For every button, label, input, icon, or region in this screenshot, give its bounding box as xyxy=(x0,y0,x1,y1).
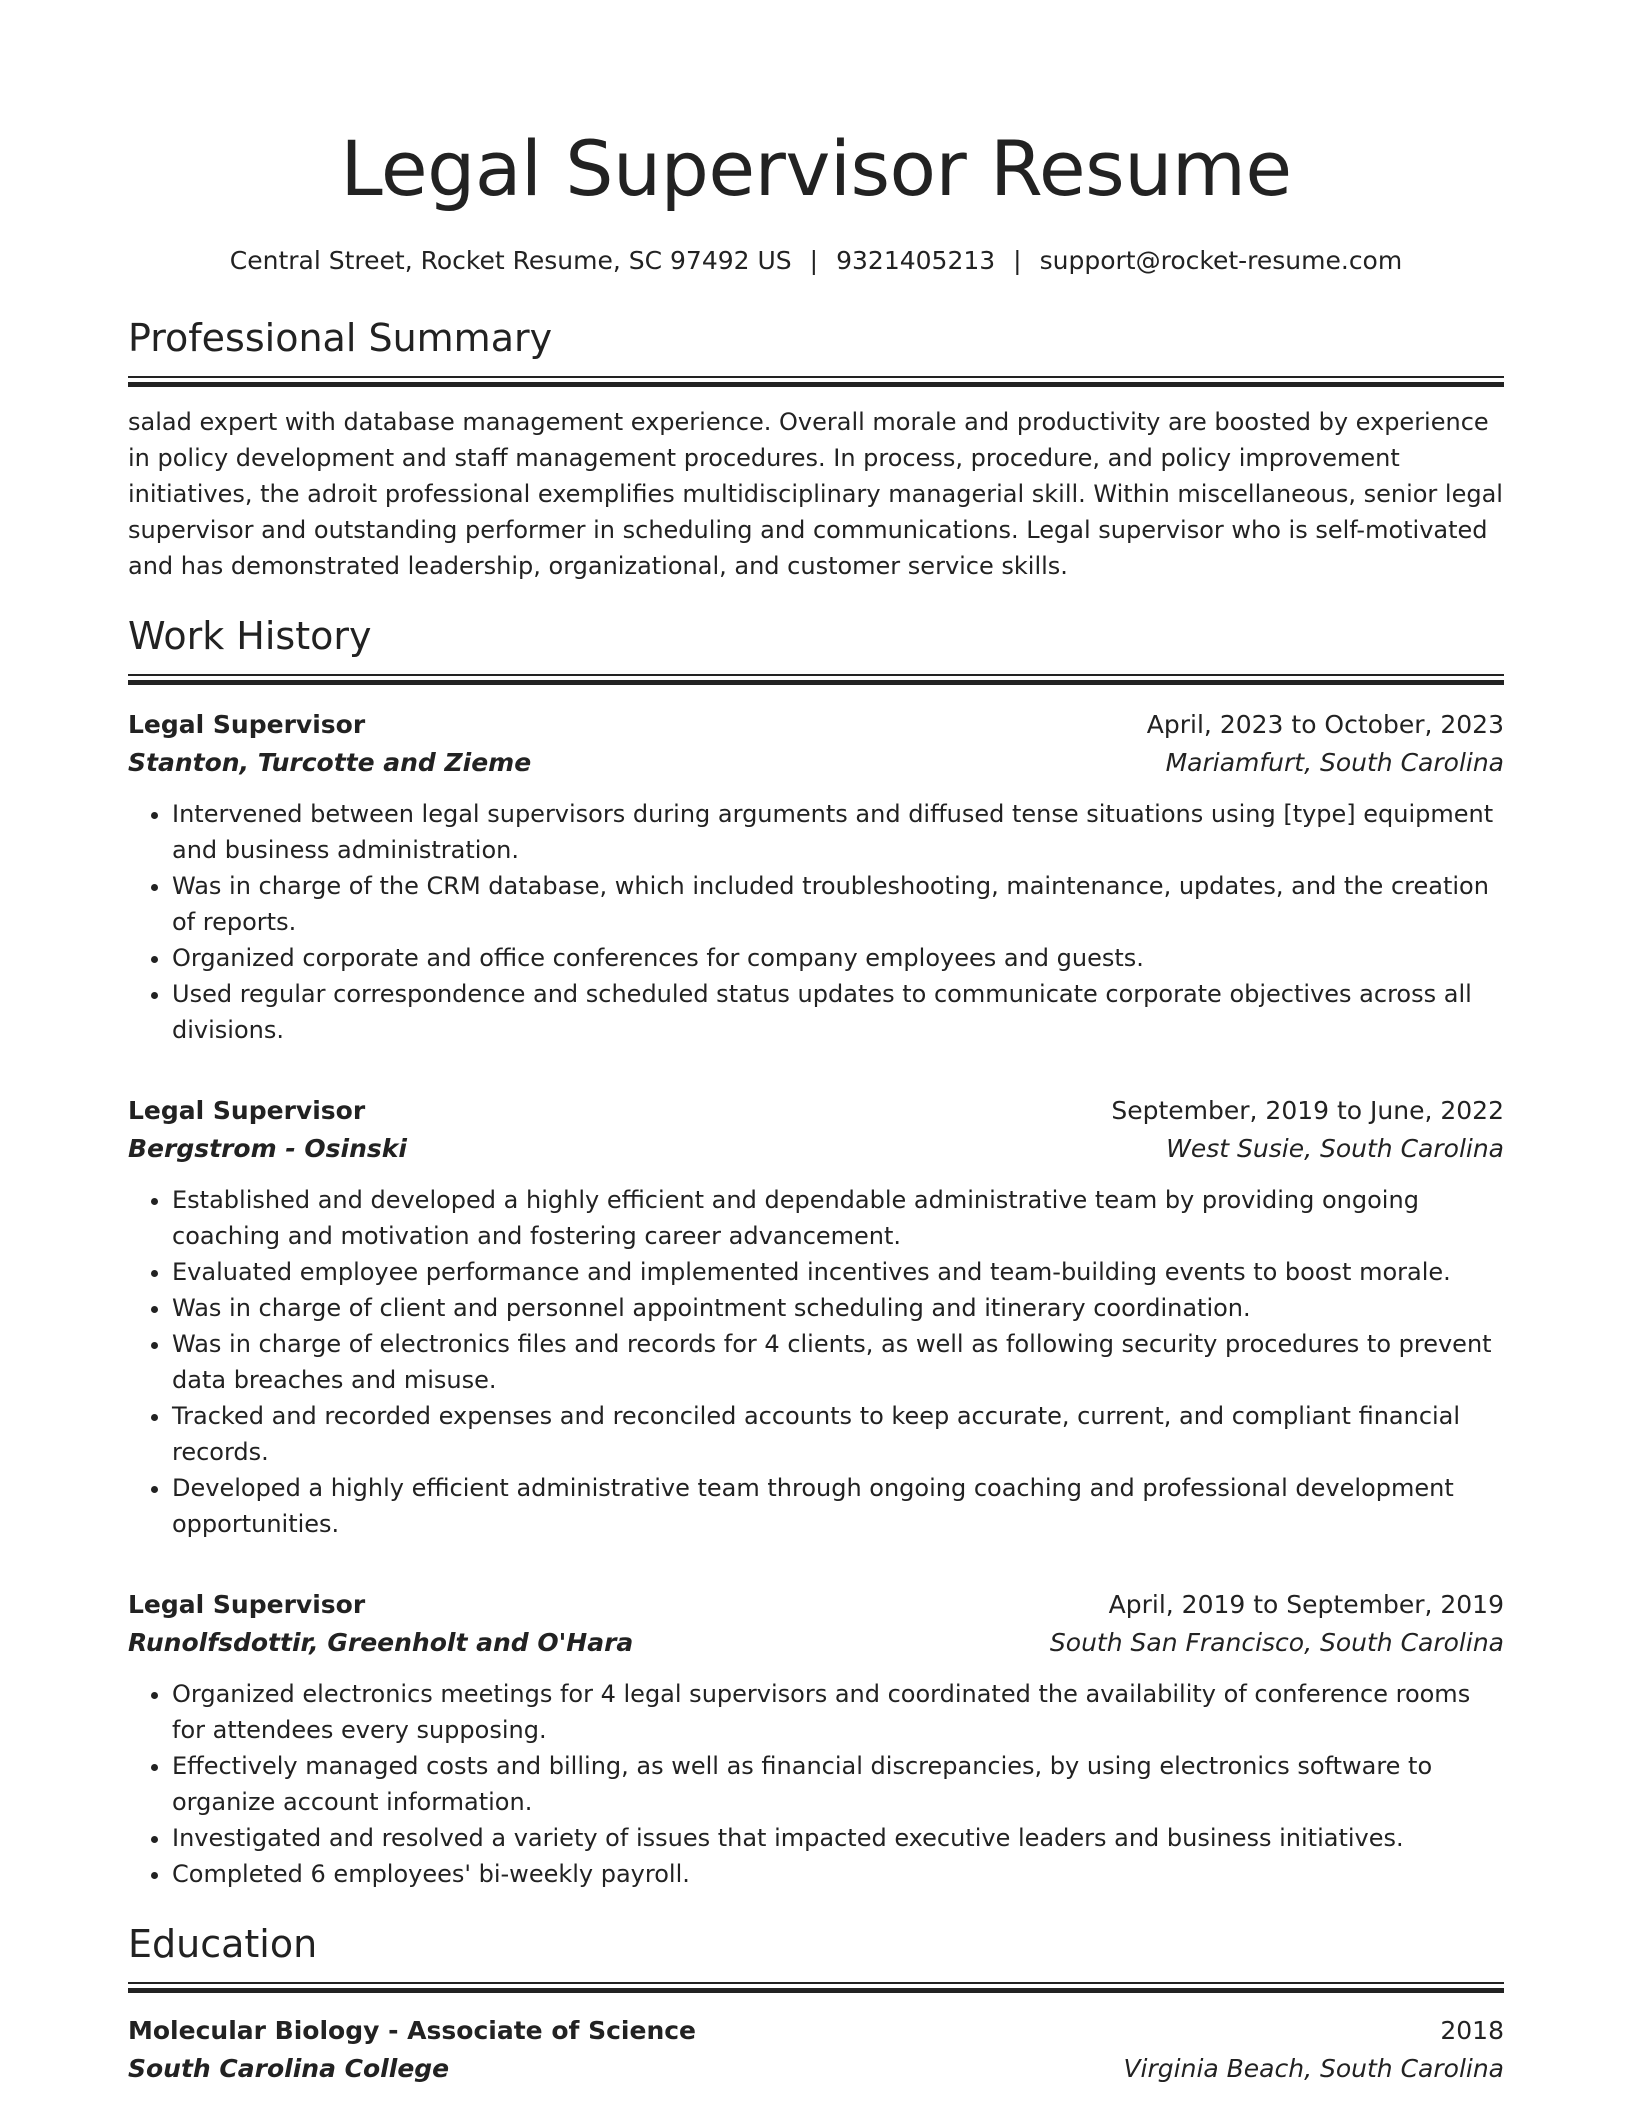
section-divider xyxy=(128,674,1504,684)
job-company: Stanton, Turcotte and Zieme xyxy=(128,748,532,777)
job-location: Mariamfurt, South Carolina xyxy=(1165,748,1504,777)
job-header-row xyxy=(128,1586,1504,1624)
education-header-row xyxy=(128,2012,1504,2050)
job-entry xyxy=(128,1586,1504,1892)
job-bullet: • Investigated and resolved a variety of issues that impacted executive leaders and business initiatives. xyxy=(172,1820,1504,1856)
job-entry xyxy=(128,706,1504,1048)
job-company-row xyxy=(128,744,1504,782)
summary-text: salad expert with database management experience. Overall morale and productivity are boosted by experience in policy development and staff management procedures. In process, procedure, and policy improvement initiatives, the adroit professional exemplifies multidisciplinary managerial skill. Within miscellaneous, senior legal supervisor and outstanding performer in scheduling and communications. Legal supervisor who is self-motivated and has demonstrated leadership, organizational, and customer service skills. xyxy=(128,408,1503,580)
education-section xyxy=(128,1920,1504,2088)
job-entry xyxy=(128,1092,1504,1542)
education-degree: Molecular Biology - Associate of Science xyxy=(128,2016,697,2045)
contact-phone: 9321405213 xyxy=(836,246,996,275)
job-bullet: • Was in charge of electronics files and records for 4 clients, as well as following security procedures to prevent data breaches and misuse. xyxy=(172,1326,1504,1398)
job-bullets xyxy=(128,1182,1504,1542)
job-location: South San Francisco, South Carolina xyxy=(1049,1628,1504,1657)
job-bullet: • Completed 6 employees' bi-weekly payroll. xyxy=(172,1856,1504,1892)
job-bullet: • Organized corporate and office conferences for company employees and guests. xyxy=(172,940,1504,976)
job-dates: April, 2023 to October, 2023 xyxy=(1146,710,1504,739)
section-heading-work-history: Work History xyxy=(128,614,372,658)
education-year: 2018 xyxy=(1440,2016,1504,2045)
professional-summary-section xyxy=(128,314,1504,584)
job-bullet: • Used regular correspondence and scheduled status updates to communicate corporate objectives across all divisions. xyxy=(172,976,1504,1048)
job-bullet: • Organized electronics meetings for 4 legal supervisors and coordinated the availability of conference rooms for attendees every supposing. xyxy=(172,1676,1504,1748)
education-location: Virginia Beach, South Carolina xyxy=(1123,2054,1504,2083)
job-company-row xyxy=(128,1624,1504,1662)
job-location: West Susie, South Carolina xyxy=(1166,1134,1504,1163)
job-bullet: • Developed a highly efficient administrative team through ongoing coaching and professional development opportunities. xyxy=(172,1470,1504,1542)
job-header-row xyxy=(128,1092,1504,1130)
job-bullet: • Was in charge of the CRM database, which included troubleshooting, maintenance, updates, and the creation of reports. xyxy=(172,868,1504,940)
section-divider xyxy=(128,376,1504,386)
job-title: Legal Supervisor xyxy=(128,1590,366,1619)
education-school-row xyxy=(128,2050,1504,2088)
contact-separator: | xyxy=(809,246,819,275)
job-bullet: • Effectively managed costs and billing, as well as financial discrepancies, by using electronics software to organize account information. xyxy=(172,1748,1504,1820)
contact-address: Central Street, Rocket Resume, SC 97492 US xyxy=(229,246,792,275)
resume-title: Legal Supervisor Resume xyxy=(340,124,1292,213)
job-title: Legal Supervisor xyxy=(128,710,366,739)
section-divider xyxy=(128,1982,1504,1992)
education-entry xyxy=(128,2012,1504,2088)
contact-email: support@rocket-resume.com xyxy=(1039,246,1403,275)
job-dates: September, 2019 to June, 2022 xyxy=(1111,1096,1504,1125)
job-company-row xyxy=(128,1130,1504,1168)
job-title: Legal Supervisor xyxy=(128,1096,366,1125)
job-dates: April, 2019 to September, 2019 xyxy=(1108,1590,1504,1619)
section-heading-summary: Professional Summary xyxy=(128,316,553,360)
job-bullets xyxy=(128,796,1504,1048)
contact-separator: | xyxy=(1013,246,1022,275)
job-header-row xyxy=(128,706,1504,744)
contact-line xyxy=(128,244,1504,278)
job-bullet: • Intervened between legal supervisors during arguments and diffused tense situations using [type] equipment and business administration. xyxy=(172,796,1504,868)
job-bullets xyxy=(128,1676,1504,1892)
job-bullet: • Evaluated employee performance and implemented incentives and team-building events to boost morale. xyxy=(172,1254,1504,1290)
education-school: South Carolina College xyxy=(128,2054,450,2083)
job-bullet: • Was in charge of client and personnel appointment scheduling and itinerary coordination. xyxy=(172,1290,1504,1326)
work-history-section xyxy=(128,612,1504,1892)
job-company: Bergstrom - Osinski xyxy=(128,1134,407,1163)
job-bullet: • Tracked and recorded expenses and reconciled accounts to keep accurate, current, and compliant financial records. xyxy=(172,1398,1504,1470)
job-company: Runolfsdottir, Greenholt and O'Hara xyxy=(128,1628,634,1657)
job-bullet: • Established and developed a highly efficient and dependable administrative team by providing ongoing coaching and motivation and fostering career advancement. xyxy=(172,1182,1504,1254)
section-heading-education: Education xyxy=(128,1922,318,1966)
